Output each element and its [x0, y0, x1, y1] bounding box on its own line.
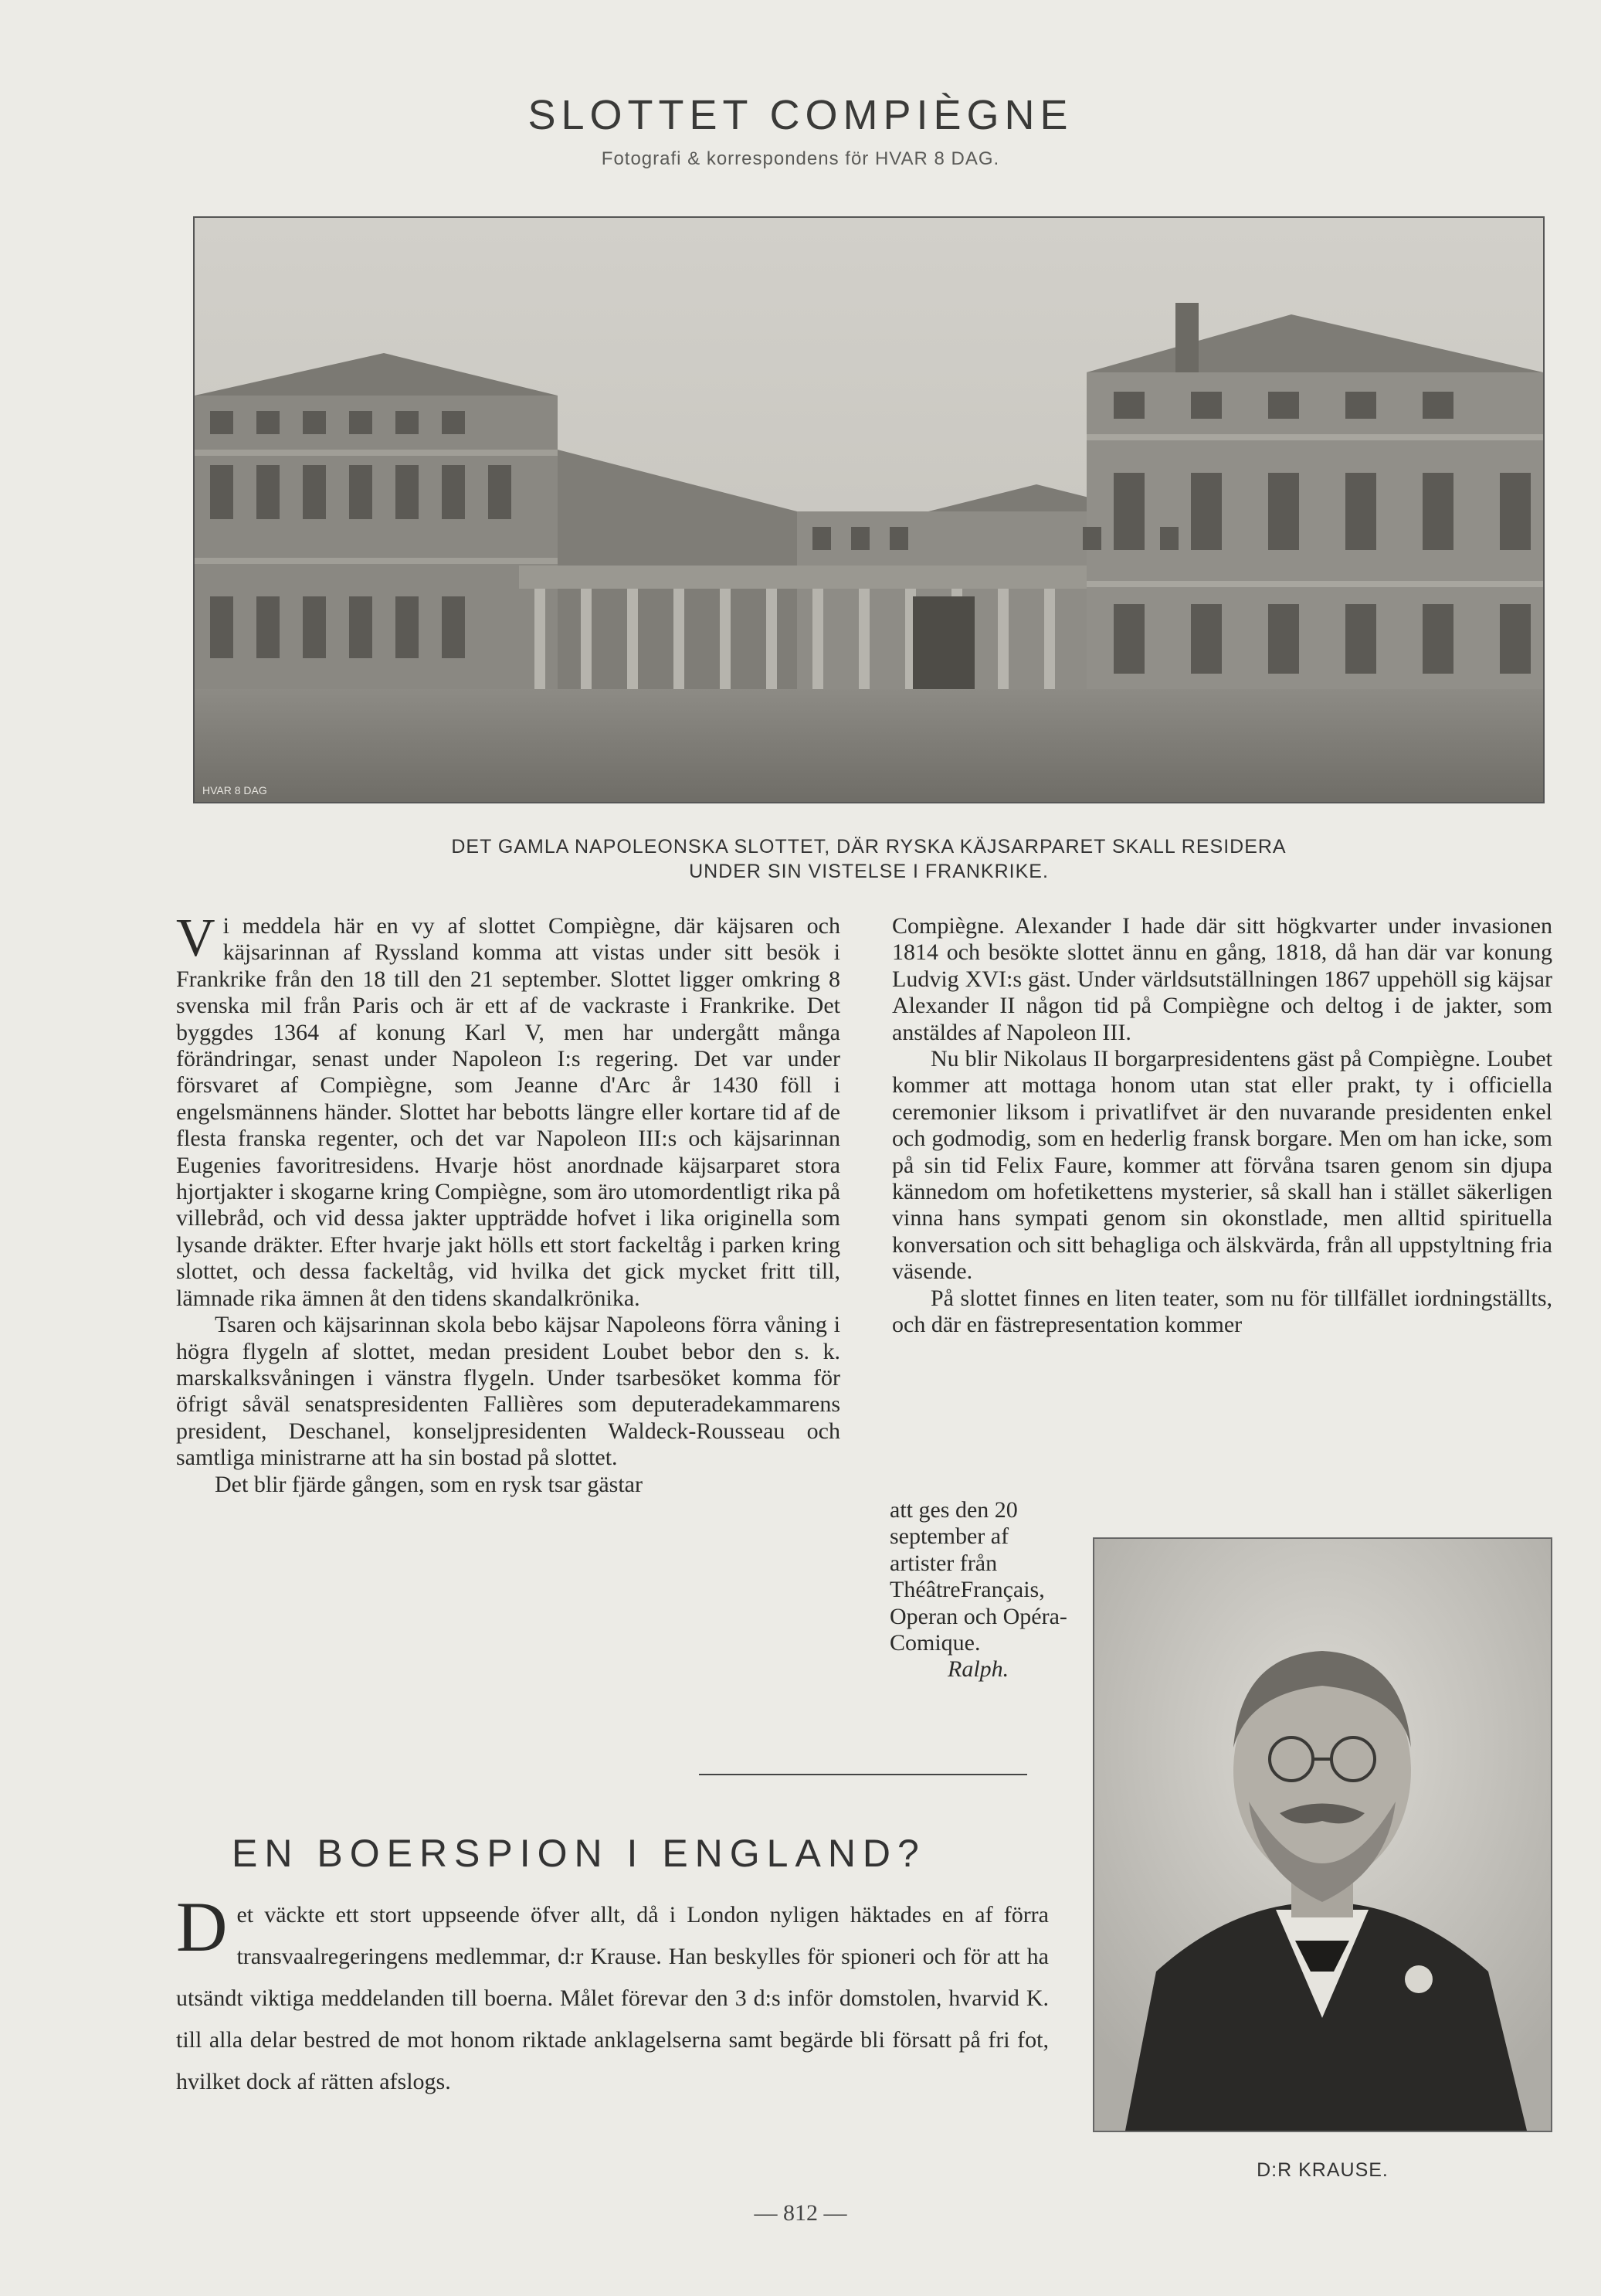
- article1-right-column: [892, 913, 1552, 1339]
- photo-caption: [309, 834, 1429, 884]
- article1-p1: i meddela här en vy af slottet Compiègne, där käjsaren och käjsarinnan af Ryssland komma att vistas under sitt besök i Frankrike från den 18 till den 21 september. Slottet ligger omkring 8 svenska mil från Paris och är ett af de vackraste i Frankrike. Det byggdes 1364 af konung Karl V, men har undergått många förändringar, senast under Napoleon I:s regering. Det var under försvaret af Compiègne, som Jeanne d'Arc år 1430 föll i engelsmännens händer. Slottet har bebotts längre eller kortare tid af de flesta franska regenter, och det var Napoleon III:s och käjsarinnan Eugenies favoritresidens. Hvarje höst anordnade käjsarparet stora hjortjakter i skogarne kring Compiègne, som äro utomordentligt rika på villebråd, och vid dessa jakter uppträdde hofvet i lika originella som lysande dräkter. Efter hvarje jakt hölls ett stort fackeltåg i parken kring slottet, och dessa fackeltåg, vid hvilka det gick mycket fritt till, lämnade rika ämnen åt den tidens skandalkrönika.: [176, 913, 840, 1311]
- section-divider: [699, 1774, 1027, 1775]
- page-number: — 812 —: [754, 2200, 847, 2226]
- article1-paragraph: Compiègne. Alexander I hade där sitt högkvarter under invasionen 1814 och besökte slottet ännu en gång, 1818, då han där var konung Ludvig XVI:s gäst. Under världsutställningen 1867 uppehöll sig käjsar Alexander II någon tid på Compiègne och deltog i de jakter, som anstäldes af Napoleon III.: [892, 913, 1552, 1045]
- article1-paragraph: Nu blir Nikolaus II borgarpresidentens gäst på Compiègne. Loubet kommer att mottaga honom utan stat eller prakt, ty i officiella ceremonier liksom i privatlifvet är den nuvarande presidenten enkel och godmodig, som en hederlig fransk borgare. Men om han icke, som på sin tid Felix Faure, kommer att förvåna tsaren genom sin djupa kännedom om hofetikettens mysterier, så skall han i stället säkerligen vinna hans sympati genom sin okonstlade, men alltid spirituella konversation och sitt behagliga och älskvärda, från all uppstyltning fria väsende.: [892, 1046, 1552, 1285]
- photo-caption-line2: UNDER SIN VISTELSE I FRANKRIKE.: [689, 861, 1049, 882]
- portrait-caption: D:R KRAUSE.: [1257, 2159, 1389, 2181]
- portrait-illustration: [1094, 1539, 1551, 2131]
- krause-portrait: [1093, 1537, 1552, 2132]
- article2-text: et väckte ett stort uppseende öfver allt, då i London nyligen häktades en af förra transvaalregeringens medlemmar, d:r Krause. Han beskylles för spioneri och för att ha utsändt viktiga meddelanden till boerna. Målet förevar den 3 d:s inför domstolen, hvarvid K. till alla delar bestred de mot honom riktade anklagelserna samt begärde bli försatt på fri fot, hvilket dock af rätten afslogs.: [176, 1902, 1049, 2094]
- article1-left-column: [176, 909, 840, 1498]
- article1-signature: Ralph.: [948, 1656, 1009, 1683]
- article2-body: [176, 1887, 1049, 2103]
- article2-heading: EN BOERSPION I ENGLAND?: [232, 1832, 926, 1875]
- article1-dropcap: V: [176, 909, 215, 968]
- article1-paragraph: [176, 909, 840, 1312]
- palace-photo: [193, 216, 1545, 803]
- article1-narrow-column: [890, 1497, 1067, 1683]
- article1-p6-continuation: att ges den 20 september af artister från ThéâtreFrançais, Operan och Opéra-Comique.: [890, 1497, 1067, 1656]
- article1-paragraph: Det blir fjärde gången, som en rysk tsar gästar: [215, 1471, 643, 1497]
- palace-illustration: [195, 218, 1543, 802]
- photo-caption-line1: DET GAMLA NAPOLEONSKA SLOTTET, DÄR RYSKA KÄJSARPARET SKALL RESIDERA: [451, 836, 1287, 858]
- article2-dropcap: D: [176, 1887, 228, 1966]
- page-title: SLOTTET COMPIÈGNE: [527, 92, 1074, 138]
- page-subtitle: Fotografi & korrespondens för HVAR 8 DAG.: [601, 148, 1000, 169]
- article1-paragraph: Tsaren och käjsarinnan skola bebo käjsar Napoleons förra våning i högra flygeln af slottet, medan president Loubet bebor den s. k. marskalksvåningen i vänstra flygeln. Under tsarbesöket komma för öfrigt såväl senatspresidenten Fallières som deputeradekammarens president, Deschanel, konseljpresidenten Waldeck-Rousseau och samtliga ministrarne att ha sin bostad på slottet.: [176, 1312, 840, 1471]
- photo-watermark: HVAR 8 DAG: [202, 784, 267, 796]
- article1-paragraph: På slottet finnes en liten teater, som nu för tillfället iordningställts, och där en fästrepresentation kommer: [892, 1285, 1552, 1338]
